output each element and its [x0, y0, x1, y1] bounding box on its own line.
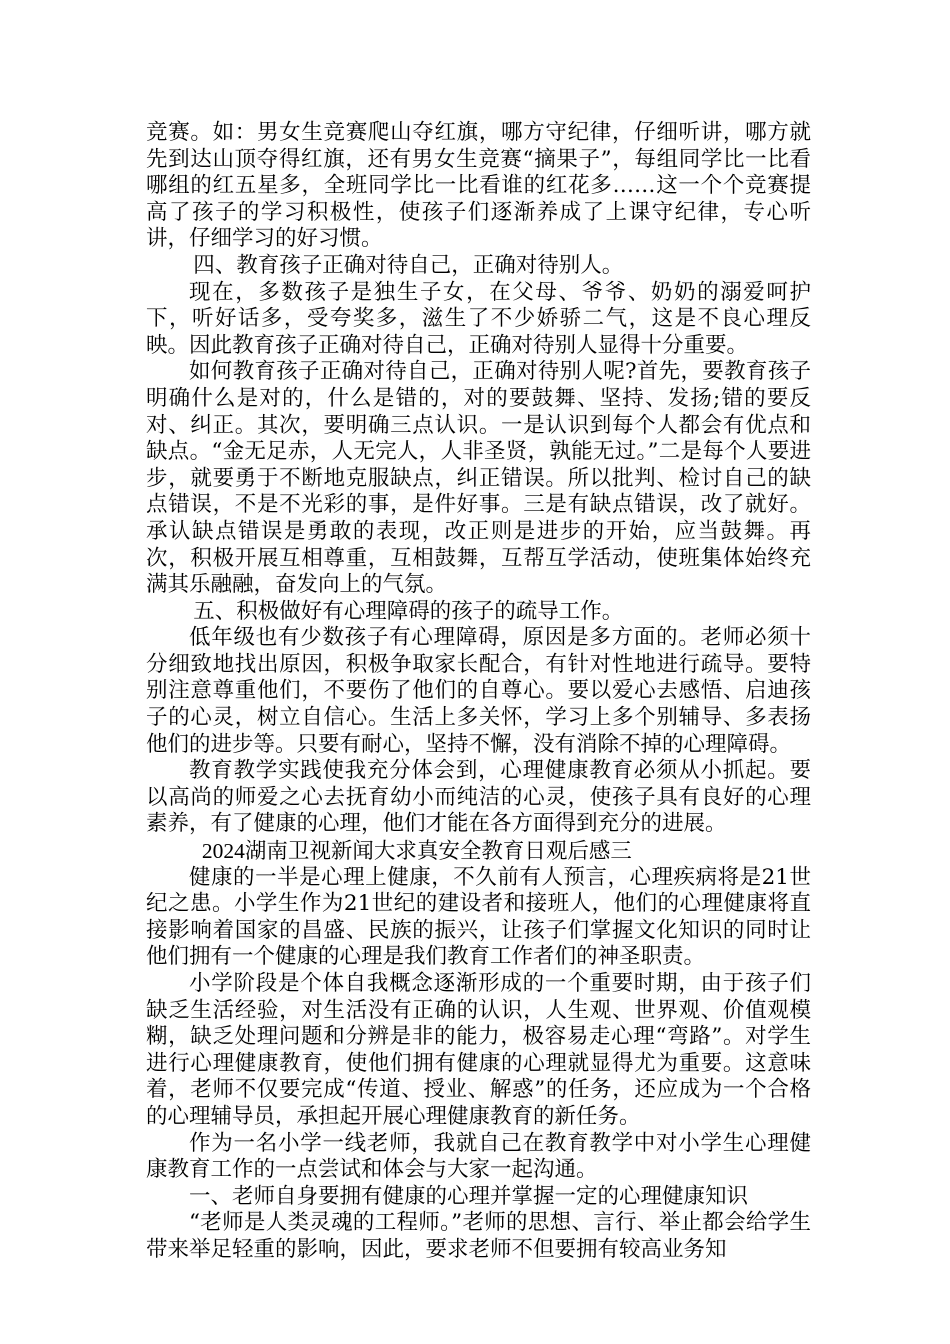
article-title: 2024湖南卫视新闻大求真安全教育日观后感三	[201, 839, 632, 864]
paragraph-primary-stage: 小学阶段是个体自我概念逐渐形成的一个重要时期，由于孩子们缺乏生活经验，对生活没有正确的认识，人生观、世界观、价值观模糊，缺乏处理问题和分辨是非的能力，极容易走心理“弯路”。对学生进行心理健康教育，使他们拥有健康的心理就显得尤为重要。这意味着，老师不仅要完成“传道、授业、解惑”的任务，还应成为一个合格的心理辅导员，承担起开展心理健康教育的新任务。	[146, 971, 811, 1129]
paragraph-practice: 教育教学实践使我充分体会到，心理健康教育必须从小抓起。要以高尚的师爱之心去抚育幼小而纯洁的心灵，使孩子具有良好的心理素养，有了健康的心理，他们才能在各方面得到充分的进展。	[146, 758, 811, 837]
paragraph-psych-barrier: 低年级也有少数孩子有心理障碍，原因是多方面的。老师必须十分细致地找出原因，积极争取家长配合，有针对性地进行疏导。要特别注意尊重他们，不要伤了他们的自尊心。要以爱心去感悟、启迪孩子的心灵，树立自信心。生活上多关怀，学习上多个别辅导、多表扬他们的进步等。只要有耐心，坚持不懈，没有消除不掉的心理障碍。	[146, 625, 811, 757]
section-heading-4: 四、教育孩子正确对待自己，正确对待别人。	[193, 252, 624, 278]
document-page	[146, 120, 811, 1264]
paragraph-as-teacher: 作为一名小学一线老师，我就自己在教育教学中对小学生心理健康教育工作的一点尝试和体会与大家一起沟通。	[146, 1130, 811, 1183]
paragraph-how-to-educate: 如何教育孩子正确对待自己，正确对待别人呢?首先，要教育孩子明确什么是对的，什么是错的，对的要鼓舞、坚持、发扬;错的要反对、纠正。其次，要明确三点认识。一是认识到每个人都会有优点和缺点。“金无足赤，人无完人，人非圣贤，孰能无过。”二是每个人要进步，就要勇于不断地克服缺点，纠正错误。所以批判、检讨自己的缺点错误，不是不光彩的事，是件好事。三是有缺点错误，改了就好。承认缺点错误是勇敢的表现，改正则是进步的开始，应当鼓舞。再次，积极开展互相尊重，互相鼓舞，互帮互学活动，使班集体始终充满其乐融融，奋发向上的气氛。	[146, 359, 811, 598]
section-heading-1: 一、老师自身要拥有健康的心理并掌握一定的心理健康知识	[189, 1183, 749, 1209]
section-heading-5: 五、积极做好有心理障碍的孩子的疏导工作。	[193, 598, 624, 624]
paragraph-only-child: 现在，多数孩子是独生子女，在父母、爷爷、奶奶的溺爱呵护下，听好话多，受夸奖多，滋生了不少娇骄二气，这是不良心理反映。因此教育孩子正确对待自己，正确对待别人显得十分重要。	[146, 279, 811, 358]
paragraph-mental-health: 健康的一半是心理上健康，不久前有人预言，心理疾病将是21世纪之患。小学生作为21世纪的建设者和接班人，他们的心理健康将直接影响着国家的昌盛、民族的振兴，让孩子们掌握文化知识的同时让他们拥有一个健康的心理是我们教育工作者们的神圣职责。	[146, 864, 811, 970]
paragraph-competition: 竞赛。如：男女生竞赛爬山夺红旗，哪方守纪律，仔细听讲，哪方就先到达山顶夺得红旗，还有男女生竞赛“摘果子”，每组同学比一比看哪组的红五星多，全班同学比一比看谁的红花多……这一个个竞赛提高了孩子的学习积极性，使孩子们逐渐养成了上课守纪律，专心听讲，仔细学习的好习惯。	[146, 120, 811, 252]
paragraph-engineer: “老师是人类灵魂的工程师。”老师的思想、言行、举止都会给学生带来举足轻重的影响，因此，要求老师不但要拥有较高业务知	[146, 1210, 811, 1262]
